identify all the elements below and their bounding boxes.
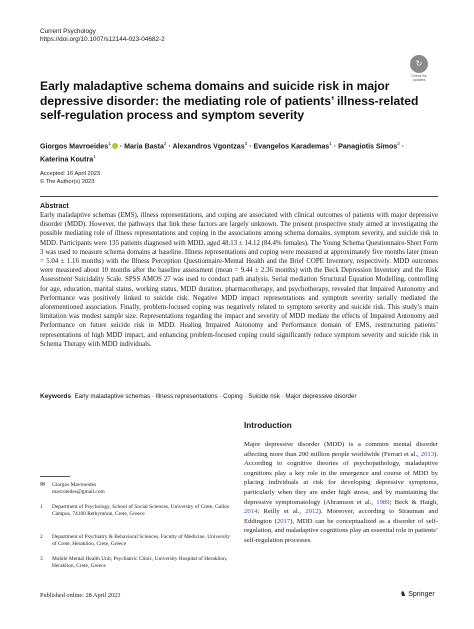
publisher-name: Springer [408,591,435,598]
article-dates [40,171,100,186]
author-name[interactable]: Katerina Koutra [40,154,94,163]
article-title: Early maladaptive schema domains and suicide risk in major depressive disorder: the mediating role of patients’ illness-related self-regulation process and symptom severity [40,79,419,123]
corresponding-email[interactable]: mavroeides@gmail.com [52,489,105,496]
springer-horse-icon: ♞ [400,590,407,598]
publisher [400,590,435,598]
check-updates-label: Check for updates [411,74,427,83]
orcid-icon[interactable] [112,143,118,149]
published-date: Published online: 28 April 2023 [40,592,121,599]
author-name[interactable]: Panagiotis Simos [338,142,398,151]
corresponding-name: Giorgos Mavroeides [52,482,97,488]
abstract-heading: Abstract [40,202,69,210]
citation-link[interactable]: 2017 [276,517,291,525]
corresponding-author [40,482,230,496]
journal-header [40,28,165,45]
introduction-heading: Introduction [244,421,292,430]
keywords-list: Early maladaptive schemas · Illness representations · Coping · Suicide risk · Major depressive disorder [74,393,357,400]
copyright: © The Author(s) 2023 [40,178,95,185]
author-name[interactable]: Evangelos Karademas [253,142,330,151]
affiliation-item: 1 Department of Psychology, School of Social Sciences, University of Crete, Gallos Campus, 74100 Rethymnon, Crete, Greece [40,504,230,518]
doi-link[interactable]: https://doi.org/10.1007/s12144-023-04682-2 [40,36,165,44]
keywords-label: Keywords [40,393,72,400]
affiliation-item: 3 Mobile Mental Health Unit, Psychiatric Clinic, University Hospital of Heraklion, Heraklion, Crete, Greece [40,556,228,570]
introduction-text: Major depressive disorder (MDD) is a common mental disorder affecting more than 290 million people worldwide (Ferrari et al., 2013). According to cognitive theories of psychopathology, maladaptive cognitions play a key role in the emergence and course of MDD by placing individuals at risk for developing depressive symptoms, particularly when they are under high stress, and by maintaining the depressive symptomatology (Abramson et al., 1989; Beck & Haigh, 2014; Reilly et al., 2012). Moreover, according to Strauman and Eddington (2017), MDD can be conceptualized as a disorder of self-regulation, and maladaptive cognitions play an essential role in patients’ self-regulation processes. [244,441,439,544]
citation-link[interactable]: 2012 [305,508,319,516]
abstract-divider [40,196,438,197]
refresh-icon: ↻ [410,55,428,73]
citation-link[interactable]: 1989 [376,498,390,506]
keywords [40,393,438,401]
author-name[interactable]: Maria Basta [124,142,164,151]
author-name[interactable]: Giorgos Mavroeides [40,142,109,151]
author-list: Giorgos Mavroeides$^1$ · Maria Basta$^2$ · Alexandros Vgontzas$^3$ · Evangelos Karademas$^1$ · Panagiotis Simos$^2$ · Katerina Koutra$^1$ [40,141,405,163]
citation-link[interactable]: 2014 [244,508,258,516]
author-name[interactable]: Alexandros Vgontzas [172,142,245,151]
accepted-date: Accepted: 16 April 2023 [40,171,101,177]
citation-link[interactable]: 2013 [420,450,435,458]
mail-icon: ✉ [40,481,46,488]
journal-name: Current Psychology [40,28,96,35]
affiliation-divider [40,476,70,477]
abstract-text: Early maladaptive schemas (EMS), illness representations, and coping are associated with clinical outcomes of patients with major depressive disorder (MDD). However, the pathways that link these factors are largely unknown. The present prospective study aimed at investigating the possible mediating role of illness representations and coping in the associations among schema domains, symptom severity, and suicide risk in MDD. Participants were 135 patients diagnosed with MDD, aged 48.13 ± 14.12 (84.4% females). The Young Schema Questionnaire-Short Form 3 was used to measure schema domains at baseline. Illness representations and coping were measured at approximately five months later (mean = 5.04 ± 1.16 months) with the Illness Perception Questionnaire-Mental Health and the Brief COPE Inventory, respectively. MDD outcomes were measured about 10 months after the baseline assessment (mean = 9.44 ± 2.36 months) with the Beck Depression Inventory and the Risk Assessment Suicidality Scale. SPSS AMOS 27 was used to conduct path analysis. Serial mediation Structural Equation Modelling, controlling for age, education, marital status, working status, MDD duration, pharmacotherapy, and psychotherapy, revealed that Impaired Autonomy and Performance was positively linked to suicide risk. Negative MDD impact representations and symptom severity serially mediated the aforementioned association. Finally, problem-focused coping was negatively related to symptom severity and suicide risk. This study’s main limitation was modest sample size. Representations regarding the impact and severity of MDD mediate the effects of Impaired Autonomy and Performance on future suicide risk in MDD. Healing Impaired Autonomy and Performance domain of EMS, restructuring patients’ representations of high MDD impact, and enhancing problem-focused coping could significantly reduce symptom severity and suicide risk in Schema Therapy with MDD individuals. [40,212,438,348]
affiliation-item: 2 Department of Psychiatry & Behavioral Sciences, Faculty of Medicine, University of Crete, Heraklion, Crete, Greece [40,534,230,548]
